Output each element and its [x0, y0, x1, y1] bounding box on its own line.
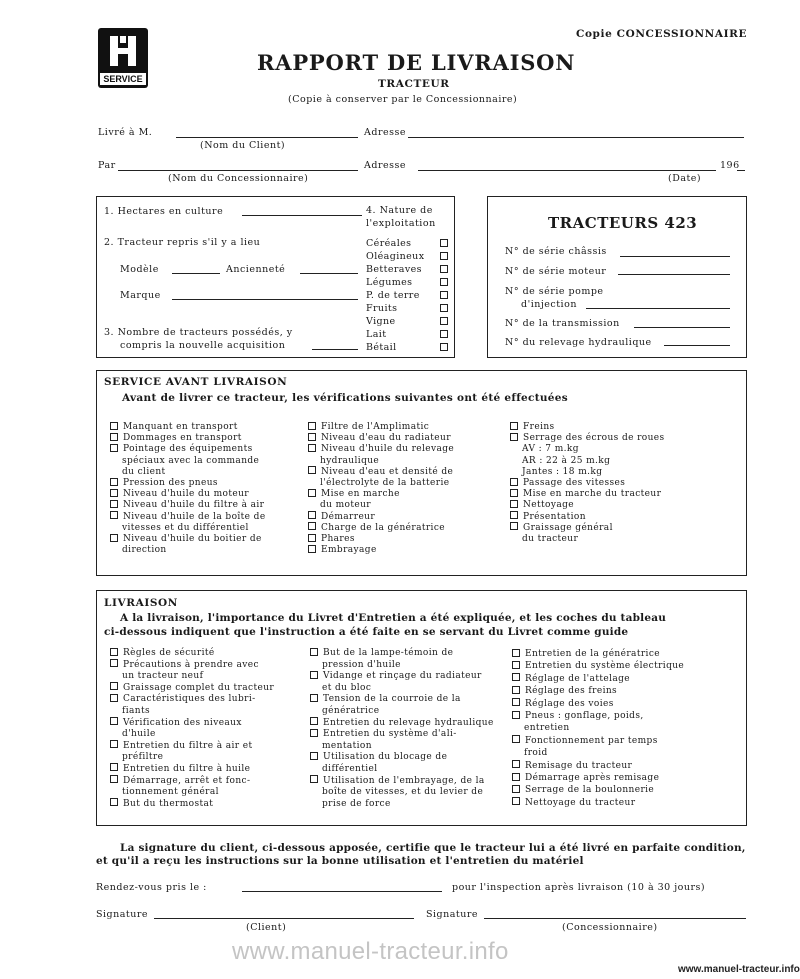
checklist-item-label: Freins: [523, 422, 555, 432]
checklist-item[interactable]: [512, 648, 684, 660]
checkbox-icon[interactable]: [512, 686, 520, 694]
checklist-item[interactable]: [110, 648, 274, 660]
checklist-item-continuation: génératrice: [322, 705, 380, 716]
checklist-item[interactable]: [512, 797, 684, 809]
checkbox-icon[interactable]: [440, 330, 448, 338]
checkbox-icon[interactable]: [308, 522, 316, 530]
service-subtitle: Avant de livrer ce tracteur, les vérifications suivantes ont été effectuées: [122, 392, 568, 404]
anciennete-label: Ancienneté: [226, 264, 286, 275]
checklist-item[interactable]: [110, 799, 274, 811]
relevage-label: N° du relevage hydraulique: [505, 337, 652, 348]
checklist-item-continuation: l'électrolyte de la batterie: [320, 478, 450, 489]
checkbox-icon[interactable]: [512, 785, 520, 793]
checklist-item[interactable]: [308, 534, 454, 545]
checklist-item-continuation: Jantes : 18 m.kg: [522, 466, 603, 477]
adresse-label-2: Adresse: [364, 160, 406, 171]
crop-label: Oléagineux: [366, 251, 425, 262]
checkbox-icon[interactable]: [110, 694, 118, 702]
service-column-2: [308, 422, 454, 556]
checkbox-icon[interactable]: [110, 763, 118, 771]
checklist-item-label: Pression des pneus: [123, 478, 218, 489]
checkbox-icon[interactable]: [110, 798, 118, 806]
checklist-item-continuation: entretien: [524, 723, 570, 734]
checkbox-icon[interactable]: [440, 252, 448, 260]
checklist-item-continuation: vitesses et du différentiel: [122, 522, 249, 533]
checkbox-icon[interactable]: [440, 317, 448, 325]
checklist-item[interactable]: [512, 784, 684, 796]
signature-client-field[interactable]: [154, 918, 414, 919]
checkbox-icon[interactable]: [440, 239, 448, 247]
checklist-item-label: Réglage des freins: [525, 686, 618, 697]
livraison-subtitle-2: ci-dessous indiquent que l'instruction a été faite en se servant du Livret comme guide: [104, 626, 629, 638]
rdv-date-field[interactable]: [242, 891, 442, 892]
checklist-item[interactable]: [512, 698, 684, 710]
checkbox-icon[interactable]: [308, 466, 316, 474]
copy-label: Copie CONCESSIONNAIRE: [576, 28, 748, 40]
checklist-item-label: Mise en marche: [321, 489, 400, 500]
crop-label: Céréales: [366, 238, 412, 249]
checklist-item-label: Niveau d'huile de la boîte de: [123, 511, 266, 522]
checklist-item-label: Passage des vitesses: [523, 478, 626, 489]
checklist-item-continuation: prise de force: [322, 798, 391, 809]
nombre-label-2: compris la nouvelle acquisition: [120, 340, 286, 351]
checklist-item[interactable]: [310, 776, 494, 788]
crop-item[interactable]: [366, 250, 448, 263]
checklist-item-label: Règles de sécurité: [123, 648, 215, 658]
checkbox-icon[interactable]: [512, 735, 520, 743]
checklist-item-continuation: d'huile: [122, 729, 156, 740]
crop-label: Bétail: [366, 342, 397, 353]
modele-field[interactable]: [172, 273, 220, 274]
checklist-item-label: Graissage général: [523, 522, 613, 533]
checklist-item-continuation: du moteur: [320, 500, 372, 511]
checklist-item-label: Mise en marche du tracteur: [523, 489, 662, 500]
checklist-item[interactable]: [308, 489, 454, 500]
pompe-label-2: d'injection: [521, 299, 577, 310]
checklist-item[interactable]: [512, 660, 684, 672]
signature-label-concessionnaire: Signature: [426, 909, 479, 920]
checkbox-icon[interactable]: [512, 773, 520, 781]
checklist-item[interactable]: [110, 422, 266, 433]
checklist-item-label: Niveau d'huile du boitier de: [123, 534, 262, 545]
hectares-field[interactable]: [242, 215, 362, 216]
crop-label: Vigne: [366, 316, 396, 327]
checkbox-icon[interactable]: [310, 775, 318, 783]
signature-label-client: Signature: [96, 909, 149, 920]
livraison-column-1: [110, 648, 274, 810]
livraison-subtitle-1: A la livraison, l'importance du Livret d'Entretien a été expliquée, et les coches du tableau: [120, 612, 667, 624]
checklist-item[interactable]: [310, 718, 494, 730]
crop-item[interactable]: [366, 263, 448, 276]
checkbox-icon[interactable]: [110, 500, 118, 508]
checklist-item-continuation: mentation: [322, 740, 372, 751]
checklist-item-label: Caractéristiques des lubri-: [123, 694, 256, 705]
checklist-item-label: But du thermostat: [123, 798, 214, 809]
checkbox-icon[interactable]: [510, 489, 518, 497]
checklist-item[interactable]: [308, 444, 454, 455]
checkbox-icon[interactable]: [512, 797, 520, 805]
checkbox-icon[interactable]: [110, 422, 118, 430]
watermark: www.manuel-tracteur.info: [232, 938, 509, 965]
checkbox-icon[interactable]: [110, 648, 118, 656]
checkbox-icon[interactable]: [308, 422, 316, 430]
checklist-item-label: Présentation: [523, 511, 586, 522]
checklist-item-continuation: pression d'huile: [322, 659, 401, 670]
checklist-item-continuation: préfiltre: [122, 752, 164, 763]
pompe-field[interactable]: [586, 308, 730, 309]
checkbox-icon[interactable]: [110, 478, 118, 486]
checklist-item-label: Niveau d'huile du moteur: [123, 489, 249, 500]
checklist-item-label: Réglage de l'attelage: [525, 673, 631, 684]
checklist-item-label: Pneus : gonflage, poids,: [525, 711, 644, 722]
crop-item[interactable]: [366, 237, 448, 250]
crop-item[interactable]: [366, 341, 448, 354]
checklist-item-label: Démarrage après remisage: [525, 773, 660, 784]
checklist-item-label: Vérification des niveaux: [123, 717, 242, 728]
checklist-item[interactable]: [310, 671, 494, 683]
checkbox-icon[interactable]: [310, 752, 318, 760]
nombre-field[interactable]: [312, 349, 358, 350]
checklist-item-label: Charge de la génératrice: [321, 522, 445, 533]
checkbox-icon[interactable]: [310, 694, 318, 702]
page-subtitle: TRACTEUR: [378, 78, 450, 90]
checklist-item-label: Entretien du système électrique: [525, 661, 685, 672]
checklist-item-label: Entretien de la génératrice: [525, 649, 660, 659]
checklist-item-continuation: froid: [524, 748, 548, 759]
checklist-item-label: Précautions à prendre avec: [123, 659, 259, 670]
concessionnaire-caption: (Concessionnaire): [562, 922, 658, 933]
service-column-1: [110, 422, 266, 556]
checkbox-icon[interactable]: [110, 511, 118, 519]
checklist-item-label: Embrayage: [321, 545, 377, 556]
modele-label: Modèle: [120, 264, 159, 275]
signature-statement-2: et qu'il a reçu les instructions sur la bonne utilisation et l'entretien du matériel: [96, 855, 584, 867]
checklist-item-label: Manquant en transport: [123, 422, 238, 432]
checklist-item-continuation: un tracteur neuf: [122, 671, 204, 682]
checklist-item-continuation: fiants: [122, 705, 151, 716]
checklist-item-continuation: et du bloc: [322, 682, 372, 693]
checklist-item[interactable]: [310, 648, 494, 660]
chassis-field[interactable]: [620, 256, 730, 257]
checkbox-icon[interactable]: [110, 444, 118, 452]
crop-item[interactable]: [366, 289, 448, 302]
checkbox-icon[interactable]: [308, 545, 316, 553]
checklist-item-label: Graissage complet du tracteur: [123, 682, 275, 693]
checkbox-icon[interactable]: [440, 304, 448, 312]
repris-label: 2. Tracteur repris s'il y a lieu: [104, 237, 261, 248]
checklist-item[interactable]: [110, 683, 274, 695]
checklist-item[interactable]: [110, 478, 266, 489]
livraison-column-3: [512, 648, 684, 809]
checkbox-icon[interactable]: [308, 444, 316, 452]
client-caption: (Client): [246, 922, 287, 933]
logo-service-text: SERVICE: [100, 73, 146, 85]
adresse-field-2[interactable]: [418, 170, 716, 171]
checkbox-icon[interactable]: [440, 291, 448, 299]
checkbox-icon[interactable]: [310, 729, 318, 737]
adresse-field-1[interactable]: [408, 137, 744, 138]
checkbox-icon[interactable]: [512, 661, 520, 669]
relevage-field[interactable]: [664, 345, 730, 346]
checklist-item[interactable]: [110, 776, 274, 788]
hectares-label: 1. Hectares en culture: [104, 206, 224, 217]
checklist-item[interactable]: [512, 772, 684, 784]
checklist-item[interactable]: [512, 710, 684, 722]
adresse-label-1: Adresse: [364, 127, 406, 138]
checkbox-icon[interactable]: [512, 760, 520, 768]
livre-label: Livré à M.: [98, 127, 153, 138]
chassis-label: N° de série châssis: [505, 246, 607, 257]
transmission-field[interactable]: [634, 327, 730, 328]
checklist-item[interactable]: [110, 534, 266, 545]
checkbox-icon[interactable]: [110, 775, 118, 783]
checklist-item[interactable]: [510, 478, 665, 489]
checkbox-icon[interactable]: [110, 659, 118, 667]
checklist-item-continuation: du client: [122, 466, 166, 477]
signature-concessionnaire-field[interactable]: [484, 918, 746, 919]
checklist-item-label: Serrage des écrous de roues: [523, 433, 665, 444]
checklist-item[interactable]: [308, 422, 454, 433]
checklist-item-continuation: boîte de vitesses, et du levier de: [322, 787, 484, 798]
crop-label: Légumes: [366, 277, 413, 288]
tracteurs-title: TRACTEURS 423: [548, 214, 698, 232]
checkbox-icon[interactable]: [512, 673, 520, 681]
checklist-item-continuation: AV : 7 m.kg: [522, 444, 579, 455]
crop-label: P. de terre: [366, 290, 420, 301]
checklist-item[interactable]: [110, 718, 274, 730]
checklist-item-label: Entretien du filtre à huile: [123, 763, 251, 774]
checklist-item-label: Tension de la courroie de la: [323, 694, 461, 705]
checklist-item[interactable]: [510, 523, 665, 534]
checklist-item[interactable]: [310, 729, 494, 741]
watermark-small: www.manuel-tracteur.info: [678, 964, 800, 975]
year-label: 196: [720, 160, 740, 171]
checkbox-icon[interactable]: [510, 422, 518, 430]
checklist-item-label: Serrage de la boulonnerie: [525, 785, 655, 796]
checklist-item-continuation: hydraulique: [320, 455, 380, 466]
checkbox-icon[interactable]: [110, 489, 118, 497]
checklist-item[interactable]: [510, 512, 665, 523]
checklist-item[interactable]: [110, 512, 266, 523]
checklist-item[interactable]: [110, 444, 266, 455]
crop-label: Lait: [366, 329, 387, 340]
checklist-item-continuation: différentiel: [322, 763, 378, 774]
checklist-item-continuation: direction: [122, 545, 167, 556]
checklist-item-continuation: AR : 22 à 25 m.kg: [522, 455, 611, 466]
signature-statement-1: La signature du client, ci-dessous apposée, certifie que le tracteur lui a été livré en parfaite condition,: [120, 842, 746, 854]
checklist-item-label: Démarrage, arrêt et fonc-: [123, 775, 251, 786]
checkbox-icon[interactable]: [308, 511, 316, 519]
checkbox-icon[interactable]: [110, 682, 118, 690]
checkbox-icon[interactable]: [110, 433, 118, 441]
checklist-item-label: Nettoyage: [523, 500, 574, 511]
par-label: Par: [98, 160, 116, 171]
checklist-item[interactable]: [110, 694, 274, 706]
checkbox-icon[interactable]: [512, 711, 520, 719]
checklist-item-label: Utilisation du blocage de: [323, 752, 448, 763]
checklist-item[interactable]: [308, 512, 454, 523]
checklist-item[interactable]: [510, 433, 665, 444]
anciennete-field[interactable]: [300, 273, 358, 274]
checkbox-icon[interactable]: [110, 740, 118, 748]
checklist-item-label: Utilisation de l'embrayage, de la: [323, 775, 485, 786]
nom-client-field[interactable]: [176, 137, 358, 138]
checkbox-icon[interactable]: [310, 648, 318, 656]
checkbox-icon[interactable]: [510, 478, 518, 486]
nom-concessionnaire-caption: (Nom du Concessionnaire): [168, 173, 309, 184]
checklist-item[interactable]: [512, 685, 684, 697]
nom-client-caption: (Nom du Client): [200, 140, 286, 151]
checklist-item[interactable]: [512, 673, 684, 685]
checklist-item[interactable]: [110, 489, 266, 500]
checkbox-icon[interactable]: [440, 343, 448, 351]
checklist-item-continuation: du tracteur: [522, 534, 579, 545]
crop-item[interactable]: [366, 328, 448, 341]
crop-label: Betteraves: [366, 264, 422, 275]
checklist-item-label: Pointage des équipements: [123, 444, 253, 455]
nature-label-1: 4. Nature de: [366, 205, 433, 216]
checklist-item[interactable]: [512, 735, 684, 747]
checklist-item-label: Réglage des voies: [525, 698, 614, 709]
moteur-field[interactable]: [618, 274, 730, 275]
checklist-item-label: Dommages en transport: [123, 433, 242, 444]
concessionnaire-field[interactable]: [118, 170, 358, 171]
checklist-item-label: Entretien du système d'ali-: [323, 729, 457, 740]
checklist-item[interactable]: [512, 760, 684, 772]
checkbox-icon[interactable]: [510, 522, 518, 530]
checklist-item[interactable]: [310, 694, 494, 706]
checklist-item-label: Vidange et rinçage du radiateur: [323, 671, 482, 682]
checklist-item[interactable]: [110, 764, 274, 776]
crop-item[interactable]: [366, 302, 448, 315]
checklist-item-label: Niveau d'eau et densité de: [321, 466, 454, 477]
livraison-title: LIVRAISON: [104, 597, 178, 609]
rdv-label: Rendez-vous pris le :: [96, 882, 207, 893]
date-caption: (Date): [668, 173, 702, 184]
checkbox-icon[interactable]: [440, 265, 448, 273]
nombre-label-1: 3. Nombre de tracteurs possédés, y: [104, 327, 293, 338]
checklist-item[interactable]: [308, 545, 454, 556]
checkbox-icon[interactable]: [510, 500, 518, 508]
checklist-item-label: Niveau d'eau du radiateur: [321, 433, 451, 444]
checkbox-icon[interactable]: [510, 511, 518, 519]
marque-field[interactable]: [172, 299, 358, 300]
checklist-item-label: Fonctionnement par temps: [525, 735, 658, 746]
livraison-column-2: [310, 648, 494, 810]
checkbox-icon[interactable]: [308, 433, 316, 441]
checklist-item[interactable]: [110, 500, 266, 511]
checklist-item[interactable]: [510, 489, 665, 500]
checkbox-icon[interactable]: [110, 534, 118, 542]
checkbox-icon[interactable]: [512, 649, 520, 657]
checklist-item-label: But de la lampe-témoin de: [323, 648, 454, 658]
checklist-item[interactable]: [110, 660, 274, 672]
crop-item[interactable]: [366, 276, 448, 289]
checklist-item-label: Entretien du filtre à air et: [123, 740, 253, 751]
checklist-item[interactable]: [110, 741, 274, 753]
checklist-item-label: Démarreur: [321, 511, 376, 522]
checklist-item-continuation: tionnement général: [122, 787, 219, 798]
checklist-item-label: Remisage du tracteur: [525, 760, 633, 771]
crop-label: Fruits: [366, 303, 398, 314]
checkbox-icon[interactable]: [310, 717, 318, 725]
year-field[interactable]: [737, 170, 745, 171]
pompe-label-1: N° de série pompe: [505, 286, 604, 297]
checklist-item[interactable]: [310, 752, 494, 764]
ih-service-logo: [98, 28, 148, 88]
ih-logo-icon: [108, 34, 138, 68]
transmission-label: N° de la transmission: [505, 318, 620, 329]
checklist-item[interactable]: [510, 422, 665, 433]
checkbox-icon[interactable]: [308, 489, 316, 497]
crop-list: [366, 237, 448, 354]
checkbox-icon[interactable]: [110, 717, 118, 725]
checklist-item-label: Phares: [321, 534, 355, 545]
marque-label: Marque: [120, 290, 161, 301]
checkbox-icon[interactable]: [440, 278, 448, 286]
checklist-item-label: Niveau d'huile du filtre à air: [123, 500, 265, 511]
moteur-label: N° de série moteur: [505, 266, 607, 277]
checklist-item-label: Niveau d'huile du relevage: [321, 444, 455, 455]
checklist-item-label: Filtre de l'Amplimatic: [321, 422, 430, 432]
checklist-item[interactable]: [308, 467, 454, 478]
service-column-3: [510, 422, 665, 545]
checklist-item[interactable]: [308, 433, 454, 444]
crop-item[interactable]: [366, 315, 448, 328]
page-title: RAPPORT DE LIVRAISON: [257, 50, 576, 75]
checkbox-icon[interactable]: [512, 698, 520, 706]
checklist-item-continuation: spéciaux avec la commande: [122, 455, 260, 466]
checklist-item[interactable]: [308, 523, 454, 534]
checklist-item-label: Nettoyage du tracteur: [525, 797, 636, 808]
checklist-item[interactable]: [510, 500, 665, 511]
checklist-item[interactable]: [110, 433, 266, 444]
checkbox-icon[interactable]: [510, 433, 518, 441]
checkbox-icon[interactable]: [310, 671, 318, 679]
checklist-item-label: Entretien du relevage hydraulique: [323, 717, 494, 728]
inspection-label: pour l'inspection après livraison (10 à 30 jours): [452, 882, 706, 893]
page-subnote: (Copie à conserver par le Concessionnaire): [288, 94, 518, 105]
service-title: SERVICE AVANT LIVRAISON: [104, 376, 288, 388]
checkbox-icon[interactable]: [308, 534, 316, 542]
nature-label-2: l'exploitation: [366, 218, 436, 229]
